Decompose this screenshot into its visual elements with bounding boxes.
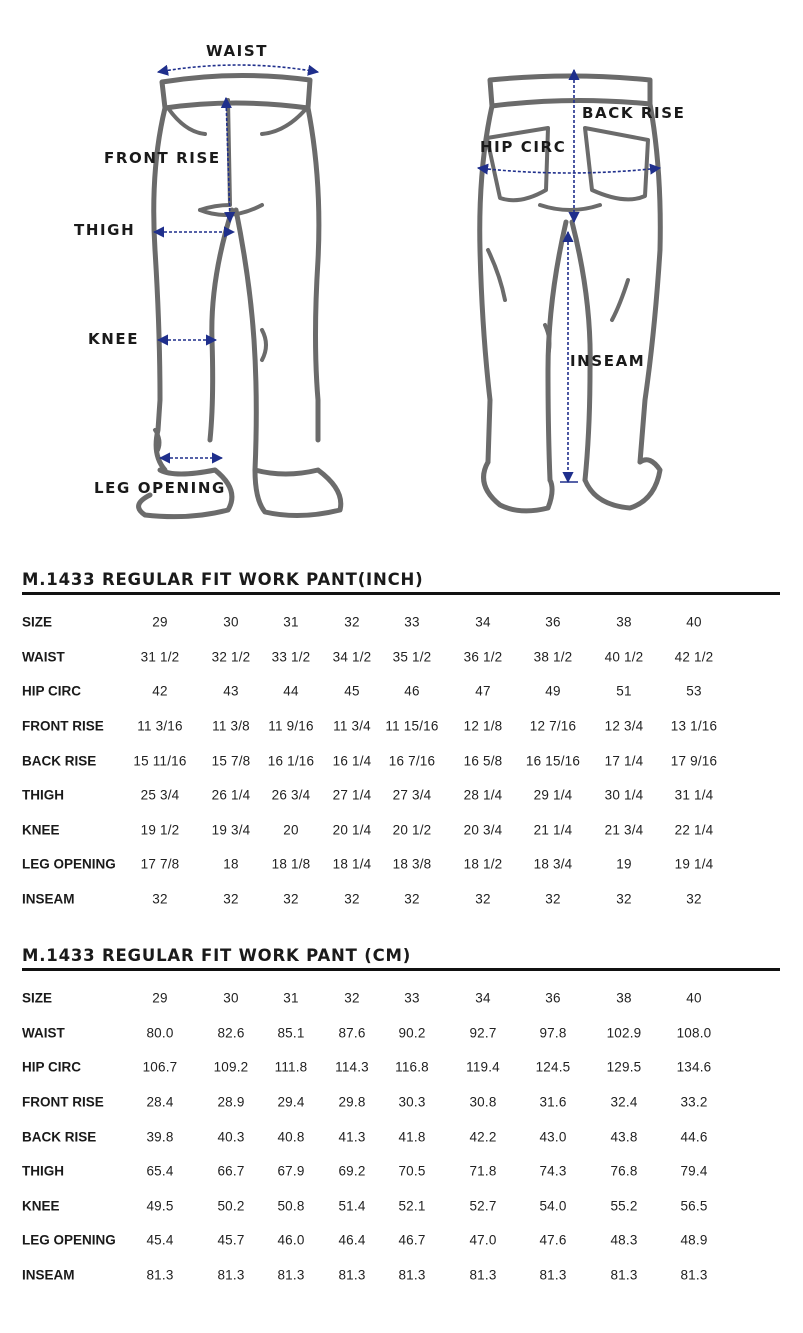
leg-opening-label: LEG OPENING [94, 479, 226, 497]
table-cell: 11 15/16 [385, 718, 439, 734]
table-cell: 108.0 [676, 1025, 712, 1041]
table-cell: 44.6 [680, 1129, 708, 1145]
table-cell: 45.7 [217, 1232, 245, 1248]
table-cell: 17 7/8 [140, 856, 180, 872]
title-rule [22, 592, 780, 595]
table-cell: 36 [545, 614, 561, 630]
table-cell: 17 9/16 [670, 753, 718, 769]
table-cell: 50.2 [217, 1198, 245, 1214]
size-table-cm [22, 944, 780, 1292]
table-cell: 30.3 [398, 1094, 426, 1110]
table-cell: 32 [344, 891, 360, 907]
table-row [22, 1119, 780, 1154]
table-cell: 34 1/2 [332, 649, 372, 665]
row-label: SIZE [22, 614, 53, 630]
table-cell: 21 3/4 [604, 822, 644, 838]
table-cell: 42 1/2 [674, 649, 714, 665]
table-row [22, 1016, 780, 1051]
waist-label: WAIST [206, 42, 269, 60]
row-label: BACK RISE [22, 753, 97, 769]
table-cell: 11 3/8 [212, 718, 250, 734]
table-cell: 26 3/4 [271, 787, 311, 803]
table-cell: 30 [223, 990, 239, 1006]
thigh-label: THIGH [74, 221, 136, 239]
table-cell: 18 3/8 [392, 856, 432, 872]
table-cell: 43.8 [610, 1129, 638, 1145]
table-cell: 32 [686, 891, 702, 907]
table-cell: 18 1/8 [271, 856, 311, 872]
table-cell: 48.9 [680, 1232, 708, 1248]
table-cell: 81.3 [610, 1267, 638, 1283]
table-row [22, 981, 780, 1016]
table-cell: 36 [545, 990, 561, 1006]
table-cell: 19 1/4 [674, 856, 714, 872]
table-row [22, 813, 780, 848]
table-cell: 16 7/16 [388, 753, 436, 769]
table-cell: 81.3 [539, 1267, 567, 1283]
table-cell: 25 3/4 [140, 787, 180, 803]
table-cell: 42 [152, 683, 168, 699]
row-label: HIP CIRC [22, 683, 82, 699]
table-cell: 19 1/2 [140, 822, 180, 838]
table-cell: 40.8 [277, 1129, 305, 1145]
table-cell: 79.4 [680, 1163, 708, 1179]
table-cell: 18 1/2 [463, 856, 503, 872]
table-cell: 27 1/4 [332, 787, 372, 803]
table-cell: 56.5 [680, 1198, 708, 1214]
table-cell: 29 [152, 614, 168, 630]
table-cell: 116.8 [395, 1059, 429, 1075]
row-label: BACK RISE [22, 1129, 97, 1145]
table-cell: 32 [152, 891, 168, 907]
table-cell: 28 1/4 [463, 787, 503, 803]
table-row [22, 847, 780, 882]
row-label: THIGH [22, 1163, 64, 1179]
table-row [22, 640, 780, 675]
table-cell: 50.8 [277, 1198, 305, 1214]
table-cell: 34 [475, 990, 491, 1006]
table-title-cm: M.1433 REGULAR FIT WORK PANT (CM) [22, 946, 412, 965]
table-body-cm [22, 981, 780, 1292]
table-cell: 15 7/8 [211, 753, 251, 769]
table-cell: 40 [686, 990, 702, 1006]
table-row [22, 709, 780, 744]
table-cell: 48.3 [610, 1232, 638, 1248]
title-rule [22, 968, 780, 971]
table-cell: 52.1 [398, 1198, 426, 1214]
table-cell: 13 1/16 [670, 718, 718, 734]
row-label: INSEAM [22, 891, 75, 907]
table-cell: 29.8 [338, 1094, 366, 1110]
table-cell: 51 [616, 683, 632, 699]
table-cell: 81.3 [338, 1267, 366, 1283]
table-cell: 38 1/2 [533, 649, 573, 665]
table-cell: 41.3 [338, 1129, 366, 1145]
table-cell: 69.2 [338, 1163, 366, 1179]
row-label: FRONT RISE [22, 1094, 104, 1110]
table-cell: 32 [223, 891, 239, 907]
table-cell: 16 1/16 [267, 753, 315, 769]
inseam-label: INSEAM [570, 352, 646, 370]
table-cell: 31 [283, 990, 299, 1006]
table-cell: 55.2 [610, 1198, 638, 1214]
row-label: KNEE [22, 822, 60, 838]
table-cell: 47.6 [539, 1232, 567, 1248]
size-table-inch [22, 568, 780, 916]
table-cell: 97.8 [539, 1025, 567, 1041]
table-cell: 19 [616, 856, 632, 872]
table-cell: 49 [545, 683, 561, 699]
table-cell: 28.4 [146, 1094, 174, 1110]
table-cell: 70.5 [398, 1163, 426, 1179]
table-cell: 134.6 [676, 1059, 712, 1075]
table-cell: 20 1/2 [392, 822, 432, 838]
table-cell: 20 1/4 [332, 822, 372, 838]
table-cell: 42.2 [469, 1129, 497, 1145]
front-measure-arrows [154, 65, 318, 458]
front-pants-drawing [139, 75, 341, 516]
table-row [22, 882, 780, 917]
table-cell: 29 1/4 [533, 787, 573, 803]
table-cell: 71.8 [469, 1163, 497, 1179]
table-cell: 33 [404, 614, 420, 630]
waist-arrow [158, 65, 318, 72]
table-cell: 15 11/16 [133, 753, 187, 769]
table-cell: 31.6 [539, 1094, 567, 1110]
table-row [22, 1085, 780, 1120]
table-cell: 33 [404, 990, 420, 1006]
table-cell: 76.8 [610, 1163, 638, 1179]
table-cell: 54.0 [539, 1198, 567, 1214]
table-cell: 16 5/8 [463, 753, 503, 769]
table-cell: 20 3/4 [463, 822, 503, 838]
knee-label: KNEE [88, 330, 140, 348]
table-cell: 80.0 [146, 1025, 174, 1041]
table-cell: 30 1/4 [604, 787, 644, 803]
table-cell: 82.6 [217, 1025, 245, 1041]
row-label: LEG OPENING [22, 856, 116, 872]
row-label: THIGH [22, 787, 64, 803]
table-cell: 40 [686, 614, 702, 630]
table-row [22, 1223, 780, 1258]
front-rise-label: FRONT RISE [104, 149, 221, 167]
table-cell: 47 [475, 683, 491, 699]
table-cell: 46.0 [277, 1232, 305, 1248]
table-cell: 31 1/4 [674, 787, 714, 803]
table-cell: 81.3 [680, 1267, 708, 1283]
table-cell: 66.7 [217, 1163, 245, 1179]
table-row [22, 743, 780, 778]
table-cell: 47.0 [469, 1232, 497, 1248]
table-cell: 52.7 [469, 1198, 497, 1214]
table-cell: 32.4 [610, 1094, 638, 1110]
table-cell: 11 3/4 [333, 718, 371, 734]
table-cell: 22 1/4 [674, 822, 714, 838]
row-label: KNEE [22, 1198, 60, 1214]
table-cell: 51.4 [338, 1198, 366, 1214]
table-body-inch [22, 605, 780, 916]
table-cell: 31 1/2 [140, 649, 180, 665]
table-cell: 49.5 [146, 1198, 174, 1214]
table-cell: 19 3/4 [211, 822, 251, 838]
table-title-inch: M.1433 REGULAR FIT WORK PANT(INCH) [22, 570, 424, 589]
table-cell: 106.7 [142, 1059, 178, 1075]
table-cell: 16 1/4 [332, 753, 372, 769]
table-cell: 43.0 [539, 1129, 567, 1145]
table-cell: 87.6 [338, 1025, 366, 1041]
table-cell: 44 [283, 683, 299, 699]
table-cell: 81.3 [469, 1267, 497, 1283]
table-cell: 33.2 [680, 1094, 708, 1110]
table-cell: 18 3/4 [533, 856, 573, 872]
row-label: WAIST [22, 649, 65, 665]
table-cell: 46 [404, 683, 420, 699]
table-cell: 32 [283, 891, 299, 907]
table-row [22, 605, 780, 640]
table-cell: 34 [475, 614, 491, 630]
table-cell: 32 [475, 891, 491, 907]
back-measure-arrows [478, 70, 660, 482]
table-cell: 46.4 [338, 1232, 366, 1248]
table-cell: 46.7 [398, 1232, 426, 1248]
table-row [22, 674, 780, 709]
table-cell: 81.3 [217, 1267, 245, 1283]
table-cell: 16 15/16 [525, 753, 581, 769]
table-cell: 53 [686, 683, 702, 699]
table-row [22, 1154, 780, 1189]
pants-measurement-diagram [0, 0, 803, 540]
table-cell: 81.3 [146, 1267, 174, 1283]
table-cell: 90.2 [398, 1025, 426, 1041]
table-cell: 38 [616, 990, 632, 1006]
table-cell: 18 1/4 [332, 856, 372, 872]
back-rise-label: BACK RISE [582, 104, 686, 122]
table-cell: 12 7/16 [529, 718, 577, 734]
table-cell: 33 1/2 [271, 649, 311, 665]
table-cell: 11 3/16 [137, 718, 183, 734]
table-cell: 81.3 [277, 1267, 305, 1283]
row-label: SIZE [22, 990, 53, 1006]
table-cell: 12 1/8 [463, 718, 503, 734]
table-cell: 32 [616, 891, 632, 907]
table-cell: 43 [223, 683, 239, 699]
table-cell: 40.3 [217, 1129, 245, 1145]
hip-circ-arrow [478, 168, 660, 173]
table-cell: 18 [223, 856, 239, 872]
table-cell: 45 [344, 683, 360, 699]
table-cell: 119.4 [466, 1059, 500, 1075]
table-cell: 32 [404, 891, 420, 907]
table-cell: 67.9 [277, 1163, 305, 1179]
table-cell: 27 3/4 [392, 787, 432, 803]
table-cell: 45.4 [146, 1232, 174, 1248]
table-row [22, 1258, 780, 1293]
table-cell: 20 [283, 822, 299, 838]
table-cell: 31 [283, 614, 299, 630]
table-cell: 32 1/2 [211, 649, 251, 665]
table-cell: 92.7 [469, 1025, 497, 1041]
table-cell: 32 [545, 891, 561, 907]
table-cell: 17 1/4 [604, 753, 644, 769]
table-cell: 114.3 [335, 1059, 369, 1075]
table-cell: 29 [152, 990, 168, 1006]
table-cell: 85.1 [277, 1025, 305, 1041]
table-cell: 65.4 [146, 1163, 174, 1179]
table-cell: 26 1/4 [211, 787, 251, 803]
row-label: INSEAM [22, 1267, 75, 1283]
table-cell: 39.8 [146, 1129, 174, 1145]
table-row [22, 778, 780, 813]
table-cell: 36 1/2 [463, 649, 503, 665]
table-row [22, 1050, 780, 1085]
table-cell: 129.5 [606, 1059, 642, 1075]
table-cell: 41.8 [398, 1129, 426, 1145]
table-cell: 28.9 [217, 1094, 245, 1110]
table-cell: 21 1/4 [533, 822, 573, 838]
table-cell: 38 [616, 614, 632, 630]
hip-circ-label: HIP CIRC [480, 138, 567, 156]
table-cell: 74.3 [539, 1163, 567, 1179]
table-cell: 102.9 [606, 1025, 642, 1041]
table-cell: 30 [223, 614, 239, 630]
table-cell: 32 [344, 990, 360, 1006]
row-label: LEG OPENING [22, 1232, 116, 1248]
table-cell: 124.5 [535, 1059, 571, 1075]
table-cell: 109.2 [213, 1059, 249, 1075]
table-cell: 11 9/16 [268, 718, 314, 734]
row-label: FRONT RISE [22, 718, 104, 734]
row-label: HIP CIRC [22, 1059, 82, 1075]
table-row [22, 1189, 780, 1224]
table-cell: 81.3 [398, 1267, 426, 1283]
table-cell: 111.8 [274, 1059, 308, 1075]
table-cell: 12 3/4 [604, 718, 644, 734]
table-cell: 30.8 [469, 1094, 497, 1110]
table-cell: 35 1/2 [392, 649, 432, 665]
table-cell: 29.4 [277, 1094, 305, 1110]
table-cell: 32 [344, 614, 360, 630]
table-cell: 40 1/2 [604, 649, 644, 665]
row-label: WAIST [22, 1025, 65, 1041]
